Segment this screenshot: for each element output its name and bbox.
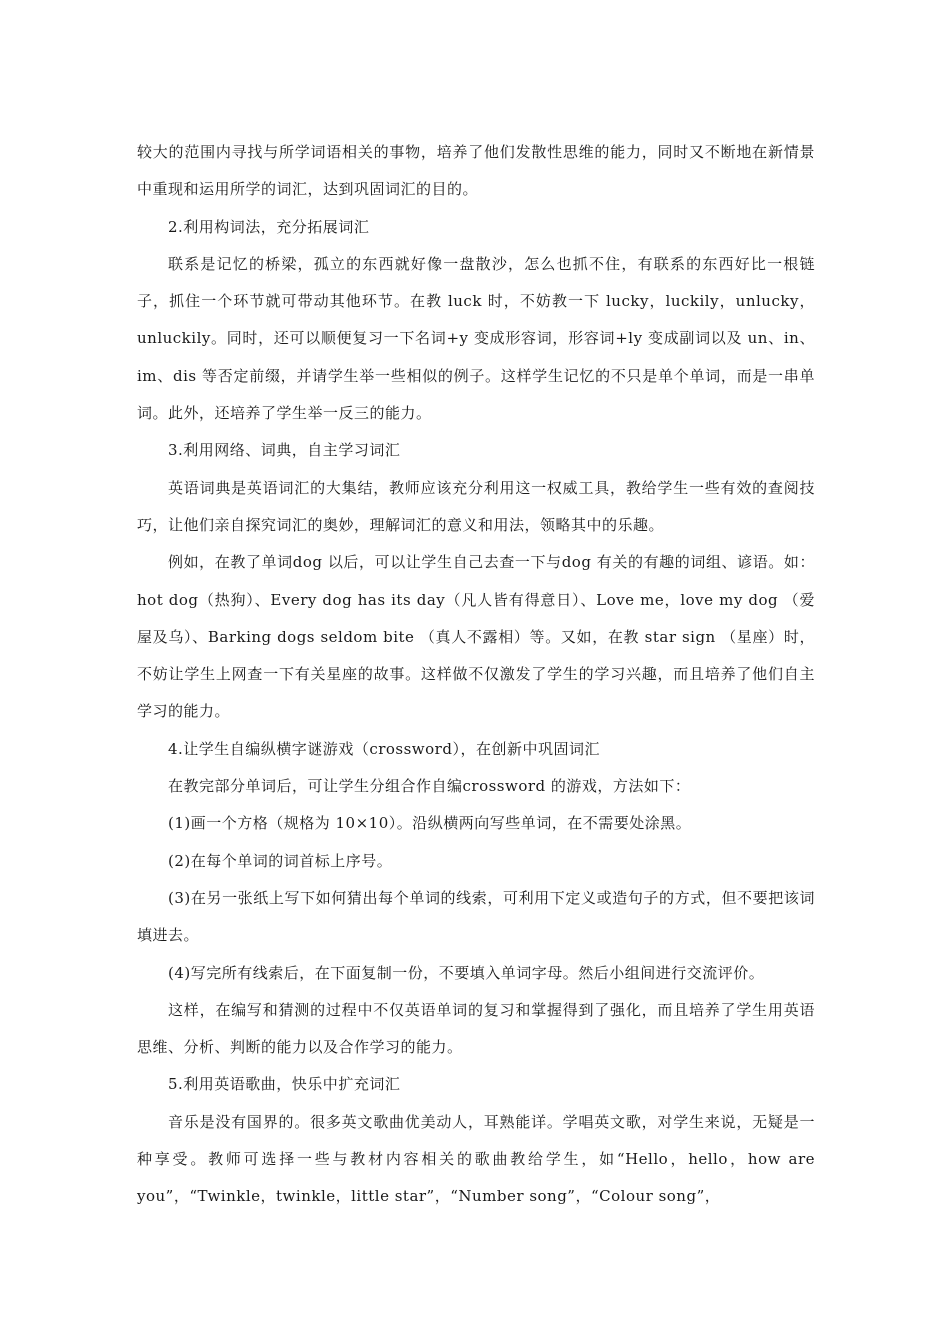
paragraph-word-formation: 联系是记忆的桥梁，孤立的东西就好像一盘散沙，怎么也抓不住，有联系的东西好比一根链子，抓住一个环节就可带动其他环节。在教 luck 时，不妨教一下 lucky，luckily，unlucky，unluckily。同时，还可以顺便复习一下名词+y 变成形容词，形容词+ly 变成副词以及 un、in、im、dis 等否定前缀，并请学生举一些相似的例子。这样学生记忆的不只是单个单词，而是一串单词。此外，还培养了学生举一反三的能力。 bbox=[137, 254, 815, 423]
document-body bbox=[137, 134, 815, 1216]
section-heading-3: 3.利用网络、词典，自主学习词汇 bbox=[168, 441, 401, 460]
list-item-step-2: (2)在每个单词的词首标上序号。 bbox=[168, 851, 393, 870]
section-heading-2: 2.利用构词法，充分拓展词汇 bbox=[168, 217, 370, 236]
list-item-step-1: (1)画一个方格（规格为 10×10）。沿纵横两向写些单词，在不需要处涂黑。 bbox=[168, 814, 692, 833]
paragraph-dictionary: 英语词典是英语词汇的大集结，教师应该充分利用这一权威工具，教给学生一些有效的查阅技巧，让他们亲自探究词汇的奥妙，理解词汇的意义和用法，领略其中的乐趣。 bbox=[137, 478, 815, 534]
section-heading-5: 5.利用英语歌曲，快乐中扩充词汇 bbox=[168, 1075, 401, 1094]
section-heading-4: 4.让学生自编纵横字谜游戏（crossword），在创新中巩固词汇 bbox=[168, 739, 600, 758]
list-item-step-3: (3)在另一张纸上写下如何猜出每个单词的线索，可利用下定义或造句子的方式，但不要把该词填进去。 bbox=[137, 888, 815, 945]
paragraph-songs: 音乐是没有国界的。很多英文歌曲优美动人，耳熟能详。学唱英文歌，对学生来说，无疑是一种享受。教师可选择一些与教材内容相关的歌曲教给学生，如“Hello，hello，how are you”，“Twinkle，twinkle，little star”，“Number song”，“Colour song”， bbox=[137, 1112, 815, 1206]
paragraph-continuation: 较大的范围内寻找与所学词语相关的事物，培养了他们发散性思维的能力，同时又不断地在新情景中重现和运用所学的词汇，达到巩固词汇的目的。 bbox=[137, 143, 815, 199]
list-item-step-4: (4)写完所有线索后，在下面复制一份，不要填入单词字母。然后小组间进行交流评价。 bbox=[168, 963, 765, 982]
paragraph-dog-example: 例如，在教了单词dog 以后，可以让学生自己去查一下与dog 有关的有趣的词组、谚语。如：hot dog（热狗）、Every dog has its day（凡人皆有得意日）、Love me，love my dog （爱屋及乌）、Barking dogs seldom bite （真人不露相）等。又如，在教 star sign （星座）时，不妨让学生上网查一下有关星座的故事。这样做不仅激发了学生的学习兴趣，而且培养了他们自主学习的能力。 bbox=[137, 553, 815, 721]
paragraph-crossword-summary: 这样，在编写和猜测的过程中不仅英语单词的复习和掌握得到了强化，而且培养了学生用英语思维、分析、判断的能力以及合作学习的能力。 bbox=[137, 1000, 815, 1057]
paragraph-crossword-intro: 在教完部分单词后，可让学生分组合作自编crossword 的游戏，方法如下： bbox=[168, 777, 691, 796]
